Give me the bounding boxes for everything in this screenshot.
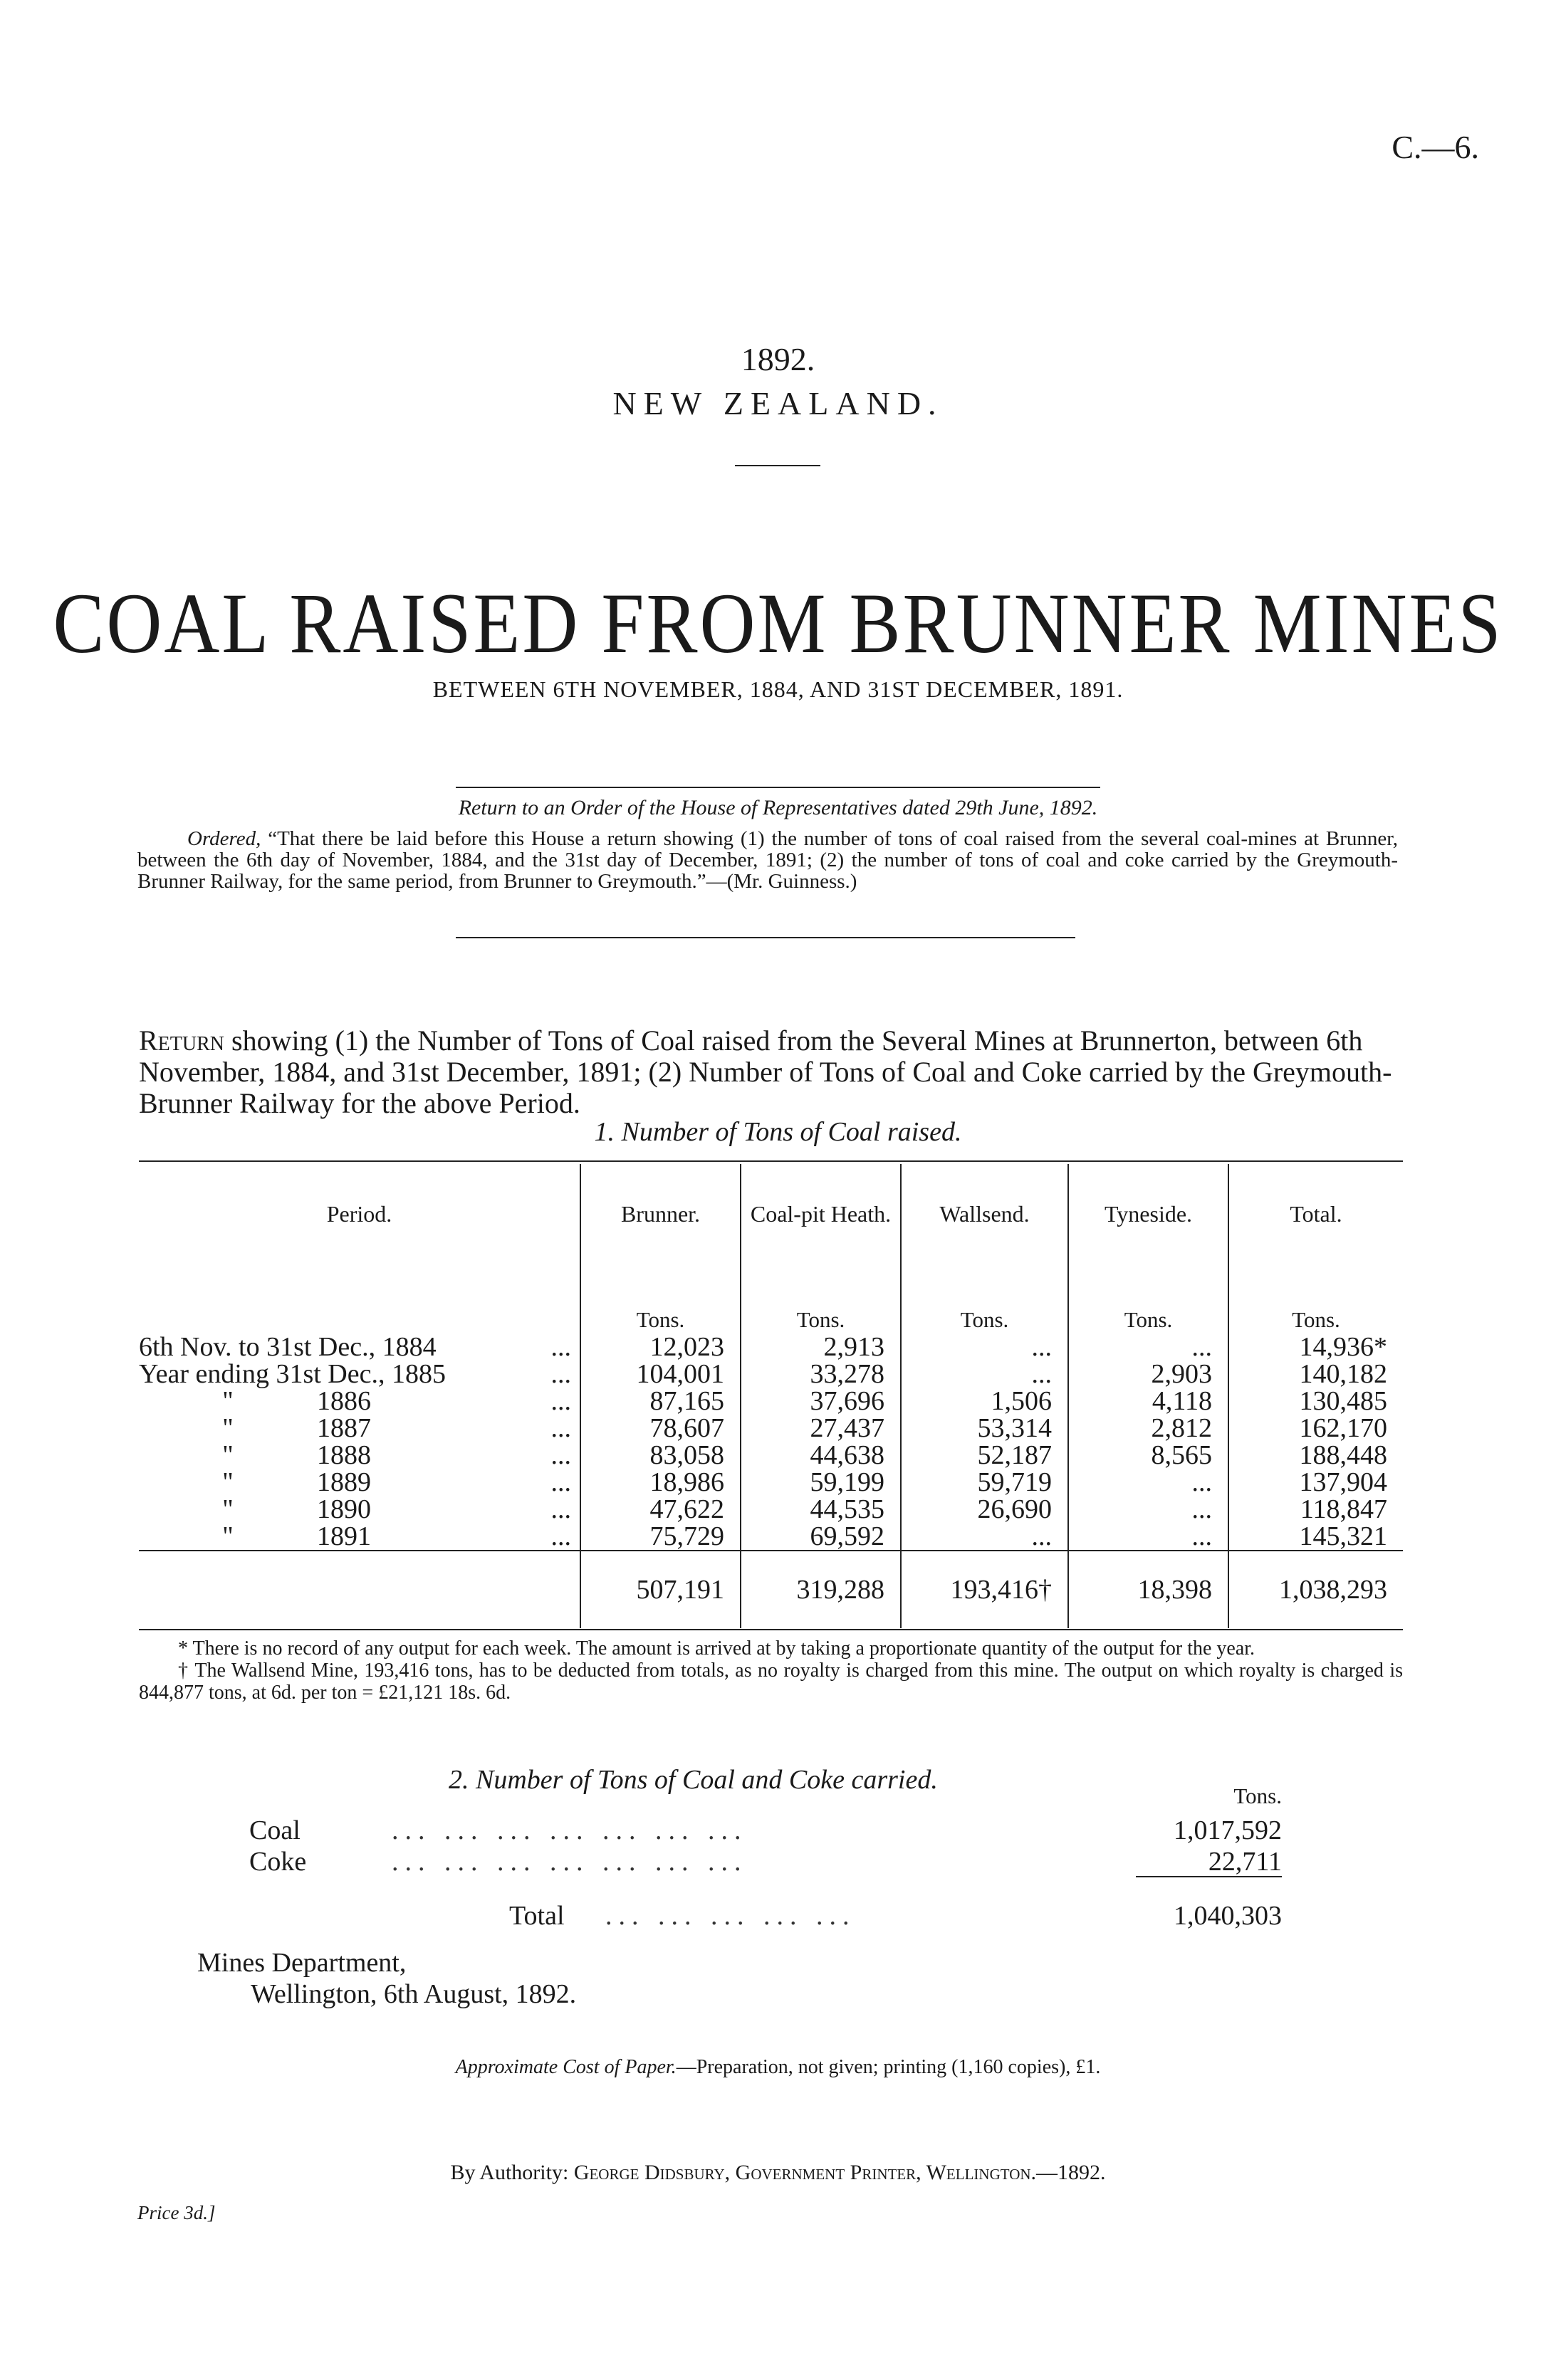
table-row: [139, 1333, 1403, 1361]
row-leader-dots: ...: [550, 1494, 571, 1524]
table-row: [139, 1523, 1403, 1551]
cell-coal-pit-heath: 44,638: [741, 1442, 901, 1469]
divider: [735, 465, 820, 466]
section-2-title: 2. Number of Tons of Coal and Coke carried.: [449, 1765, 938, 1795]
return-lead: Return: [139, 1024, 225, 1057]
unit-label: Tons.: [1228, 1264, 1403, 1333]
ordered-body: “That there be laid before this House a return showing (1) the number of tons of coal raised from the several coal-mines at Brunner, between the 6th day of November, 1884, and the 31st day of December, 1891; (2) the number of tons of coal and coke carried by the Greymouth-Brunner Railway, for the same period, from Brunner to Greymouth.”—(Mr. Guinness.): [137, 827, 1398, 893]
leader-dots: ... ... ... ... ... ... ...: [392, 1815, 748, 1845]
grand-total: 1,038,293: [1228, 1551, 1403, 1628]
ditto-mark: ": [222, 1467, 234, 1497]
cell-wallsend: 26,690: [901, 1496, 1068, 1523]
page-subtitle: BETWEEN 6TH NOVEMBER, 1884, AND 31ST DECEMBER, 1891.: [432, 676, 1124, 702]
footnote-dagger: † The Wallsend Mine, 193,416 tons, has to be deducted from totals, as no royalty is charged from this mine. The output on which royalty is charged is 844,877 tons, at 6d. per ton = £21,121 18s. 6d.: [139, 1660, 1403, 1704]
unit-label: Tons.: [580, 1264, 741, 1333]
table-row: [139, 1388, 1403, 1415]
document-year: 1892.: [741, 341, 815, 377]
cell-coal-pit-heath: 27,437: [741, 1415, 901, 1442]
total-row: [249, 1900, 1282, 1931]
cell-wallsend: ...: [901, 1333, 1068, 1361]
unit-label: Tons.: [1233, 1783, 1282, 1808]
totals-row: [139, 1551, 1403, 1628]
signature-department: Mines Department,: [197, 1948, 407, 1978]
cell-total: 188,448: [1228, 1442, 1403, 1469]
signature-place-date: Wellington, 6th August, 1892.: [251, 1979, 577, 2009]
authority-label: By Authority:: [450, 2161, 569, 2184]
section-1-title: 1. Number of Tons of Coal raised.: [594, 1117, 962, 1147]
cell-coal-pit-heath: 2,913: [741, 1333, 901, 1361]
row-leader-dots: ...: [550, 1413, 571, 1443]
row-leader-dots: ...: [550, 1467, 571, 1497]
footnotes: [139, 1637, 1403, 1704]
ditto-mark: ": [222, 1494, 234, 1524]
cell-wallsend: ...: [901, 1523, 1068, 1551]
cell-total: 118,847: [1228, 1496, 1403, 1523]
row-period: 1887: [317, 1413, 371, 1443]
coke-label: Coke: [249, 1847, 307, 1877]
table-row: [139, 1415, 1403, 1442]
ditto-mark: ": [222, 1386, 234, 1416]
cell-tyneside: ...: [1068, 1333, 1228, 1361]
cell-coal-pit-heath: 59,199: [741, 1469, 901, 1496]
cell-wallsend: ...: [901, 1361, 1068, 1388]
row-period: 1886: [317, 1386, 371, 1416]
unit-label: Tons.: [1068, 1264, 1228, 1333]
leader-dots: ... ... ... ... ... ... ...: [392, 1847, 748, 1877]
row-leader-dots: ...: [550, 1440, 571, 1470]
coal-value: 1,017,592: [1174, 1815, 1282, 1845]
cell-total: 137,904: [1228, 1469, 1403, 1496]
cell-wallsend: 53,314: [901, 1415, 1068, 1442]
row-period: 1891: [317, 1521, 371, 1551]
ditto-mark: ": [222, 1413, 234, 1443]
cell-brunner: 87,165: [580, 1388, 741, 1415]
cell-brunner: 47,622: [580, 1496, 741, 1523]
document-code: C.—6.: [1391, 129, 1479, 165]
cell-total: 140,182: [1228, 1361, 1403, 1388]
cell-wallsend: 59,719: [901, 1469, 1068, 1496]
row-period: 6th Nov. to 31st Dec., 1884: [139, 1332, 437, 1362]
table-row: [139, 1469, 1403, 1496]
country-heading: NEW ZEALAND.: [612, 385, 944, 421]
table-row: [139, 1496, 1403, 1523]
cell-tyneside: ...: [1068, 1523, 1228, 1551]
ordered-label: Ordered,: [187, 827, 261, 850]
header-wallsend: Wallsend.: [901, 1164, 1068, 1264]
cell-tyneside: 4,118: [1068, 1388, 1228, 1415]
return-heading: [139, 1025, 1403, 1119]
row-leader-dots: ...: [550, 1386, 571, 1416]
cell-tyneside: 2,812: [1068, 1415, 1228, 1442]
cell-tyneside: 8,565: [1068, 1442, 1228, 1469]
coal-label: Coal: [249, 1815, 301, 1845]
cell-brunner: 18,986: [580, 1469, 741, 1496]
cell-brunner: 83,058: [580, 1442, 741, 1469]
cell-coal-pit-heath: 37,696: [741, 1388, 901, 1415]
footnote-star: * There is no record of any output for each week. The amount is arrived at by taking a proportionate quantity of the output for the year.: [178, 1637, 1255, 1660]
row-leader-dots: ...: [550, 1521, 571, 1551]
cost-label: Approximate Cost of Paper.: [455, 2056, 677, 2078]
cell-brunner: 104,001: [580, 1361, 741, 1388]
cell-wallsend: 52,187: [901, 1442, 1068, 1469]
cost-line: [0, 2056, 1556, 2079]
units-row: [139, 1264, 1403, 1333]
total-brunner: 507,191: [580, 1551, 741, 1628]
unit-row: [249, 1783, 1282, 1815]
authority-line: [0, 2161, 1556, 2185]
header-period: Period.: [326, 1200, 392, 1227]
return-heading-text: showing (1) the Number of Tons of Coal raised from the Several Mines at Brunnerton, between 6th November, 1884, and 31st December, 1891; (2) Number of Tons of Coal and Coke carried by the Greymouth-Brunner Railway for the above Period.: [139, 1024, 1392, 1119]
divider: [456, 787, 1100, 788]
divider: [456, 937, 1075, 938]
cell-tyneside: ...: [1068, 1496, 1228, 1523]
cell-brunner: 75,729: [580, 1523, 741, 1551]
header-brunner: Brunner.: [580, 1164, 741, 1264]
ditto-mark: ": [222, 1440, 234, 1470]
coal-raised-table: [139, 1164, 1403, 1628]
page-title: COAL RAISED FROM BRUNNER MINES: [53, 576, 1503, 672]
cell-total: 162,170: [1228, 1415, 1403, 1442]
table-header-row: [139, 1164, 1403, 1264]
row-leader-dots: ...: [550, 1332, 571, 1362]
unit-label: Tons.: [741, 1264, 901, 1333]
authority-text: George Didsbury, Government Printer, Wellington.—1892.: [573, 2161, 1106, 2184]
table-top-rule: [139, 1160, 1403, 1162]
cell-coal-pit-heath: 44,535: [741, 1496, 901, 1523]
total-label: Total: [509, 1901, 565, 1931]
cell-tyneside: 2,903: [1068, 1361, 1228, 1388]
cell-brunner: 78,607: [580, 1415, 741, 1442]
ditto-mark: ": [222, 1521, 234, 1551]
cell-total: 130,485: [1228, 1388, 1403, 1415]
leader-dots: ... ... ... ... ...: [605, 1901, 856, 1931]
cell-coal-pit-heath: 33,278: [741, 1361, 901, 1388]
table-row: [139, 1361, 1403, 1388]
row-leader-dots: ...: [550, 1359, 571, 1389]
row-period: 1888: [317, 1440, 371, 1470]
cost-text: —Preparation, not given; printing (1,160 copies), £1.: [676, 2056, 1101, 2078]
signature-block: [197, 1947, 576, 2010]
total-value: 1,040,303: [1174, 1901, 1282, 1931]
total-coal-pit-heath: 319,288: [741, 1551, 901, 1628]
header-coal-pit-heath: Coal-pit Heath.: [741, 1164, 901, 1264]
unit-label: Tons.: [901, 1264, 1068, 1333]
coal-coke-carried: [249, 1783, 1282, 1931]
row-period: 1890: [317, 1494, 371, 1524]
cell-total: 14,936*: [1228, 1333, 1403, 1361]
table-row: [139, 1442, 1403, 1469]
cell-tyneside: ...: [1068, 1469, 1228, 1496]
cell-total: 145,321: [1228, 1523, 1403, 1551]
coke-value: 22,711: [1208, 1847, 1282, 1877]
order-reference: Return to an Order of the House of Representatives dated 29th June, 1892.: [458, 796, 1098, 819]
row-period: 1889: [317, 1467, 371, 1497]
total-wallsend: 193,416†: [901, 1551, 1068, 1628]
row-period: Year ending 31st Dec., 1885: [139, 1359, 446, 1389]
cell-coal-pit-heath: 69,592: [741, 1523, 901, 1551]
coke-row: [249, 1846, 1282, 1877]
total-tyneside: 18,398: [1068, 1551, 1228, 1628]
order-text: [137, 828, 1398, 892]
table-bottom-rule: [139, 1629, 1403, 1630]
price: Price 3d.]: [137, 2202, 216, 2223]
cell-wallsend: 1,506: [901, 1388, 1068, 1415]
sum-rule: [1136, 1876, 1282, 1877]
coal-row: [249, 1815, 1282, 1846]
header-tyneside: Tyneside.: [1068, 1164, 1228, 1264]
header-total: Total.: [1228, 1164, 1403, 1264]
cell-brunner: 12,023: [580, 1333, 741, 1361]
